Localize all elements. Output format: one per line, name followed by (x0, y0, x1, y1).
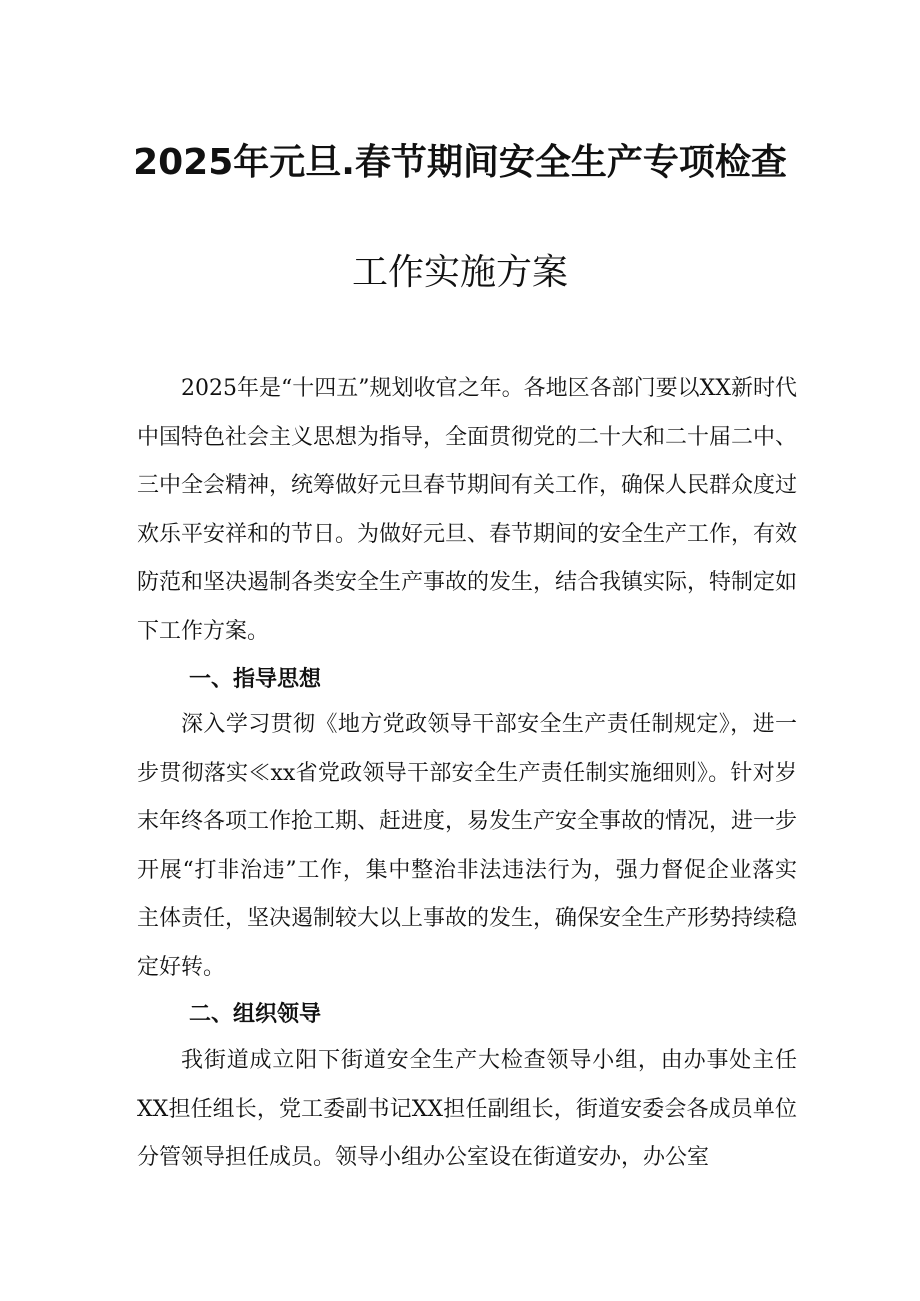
section-paragraph-guiding-ideology: 深入学习贯彻《地方党政领导干部安全生产责任制规定》，进一步贯彻落实≪xx省党政领导干部安全生产责任制实施细则》。针对岁末年终各项工作抢工期、赶进度，易发生产安全事故的情况，进一步开展“打非治违”工作，集中整治非法违法行为，强力督促企业落实主体责任，坚决遏制较大以上事故的发生，确保安全生产形势持续稳定好转。 (137, 712, 798, 980)
section-paragraph-organization-leadership: 我街道成立阳下街道安全生产大检查领导小组，由办事处主任XX担任组长，党工委副书记XX担任副组长，街道安委会各成员单位分管领导担任成员。领导小组办公室设在街道安办，办公室 (137, 1048, 797, 1170)
document-title-line-2: 工作实施方案 (351, 252, 568, 293)
section-heading-guiding-ideology: 一、指导思想 (189, 667, 322, 692)
section-heading-organization-leadership: 二、组织领导 (189, 1002, 322, 1027)
intro-paragraph: 2025年是“十四五”规划收官之年。各地区各部门要以XX新时代中国特色社会主义思想为指导，全面贯彻党的二十大和二十届二中、三中全会精神，统筹做好元旦春节期间有关工作，确保人民群众度过欢乐平安祥和的节日。为做好元旦、春节期间的安全生产工作，有效防范和坚决遏制各类安全生产事故的发生，结合我镇实际，特制定如下工作方案。 (137, 376, 798, 644)
document-title-line-1: 2025年元旦.春节期间安全生产专项检查 (133, 142, 787, 183)
